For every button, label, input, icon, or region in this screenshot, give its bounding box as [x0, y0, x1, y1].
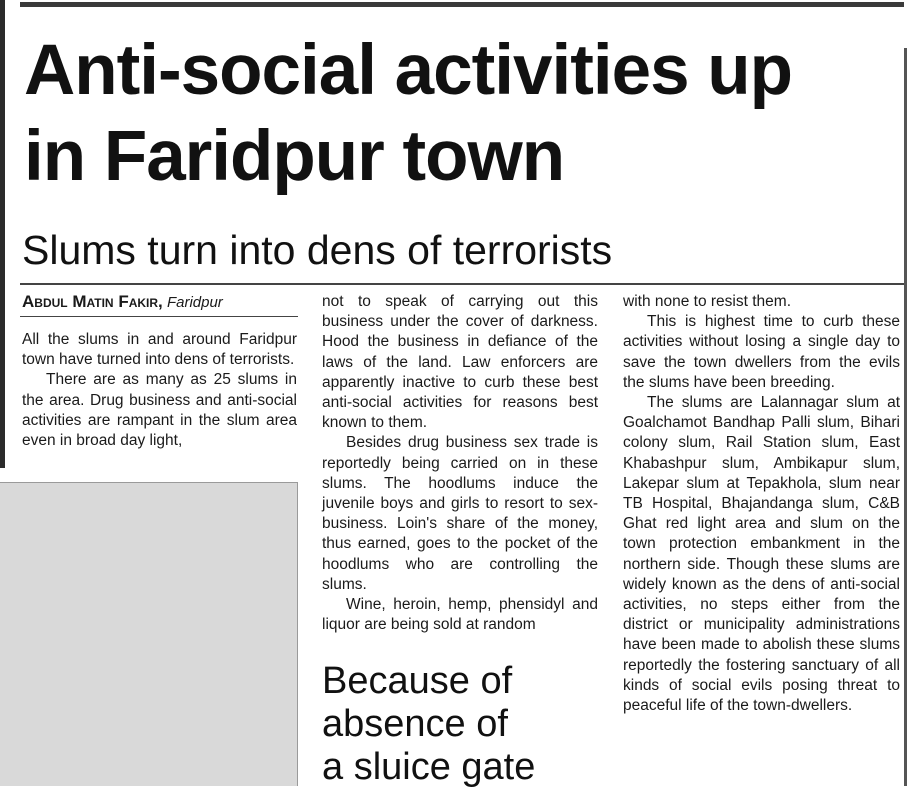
paragraph: not to speak of carrying out this business under the cover of darkness. Hood the business in defiance of the laws of the land. Law enforcers are apparently inactive to curb these best anti-social activities for reasons best known to them.	[322, 293, 598, 432]
column-2	[322, 292, 598, 635]
headline	[24, 28, 904, 200]
paragraph: This is highest time to curb these activities without losing a single day to save the town dwellers from the evils the slums have been breeding.	[623, 313, 900, 391]
pull-quote-line-1: Because of	[322, 660, 513, 702]
paragraph: with none to resist them.	[623, 293, 791, 310]
paragraph: Besides drug business sex trade is reportedly being carried on in these slums. The hoodlums induce the juvenile boys and girls to resort to sex-business. Loin's share of the money, thus earned, goes to the pocket of the hoodlums who are controlling the slums.	[322, 434, 598, 593]
top-rule	[20, 2, 904, 7]
subheadline: Slums turn into dens of terrorists	[22, 227, 613, 273]
paragraph: There are as many as 25 slums in the area. Drug business and anti-social activities are rampant in the slum area even in broad day light,	[22, 371, 297, 450]
paragraph: All the slums in and around Faridpur town have turned into dens of terrorists.	[22, 331, 297, 369]
column-1	[22, 330, 297, 451]
paragraph: Wine, heroin, hemp, phensidyl and liquor are being sold at random	[322, 596, 598, 634]
pull-quote-headline	[322, 660, 598, 789]
byline	[22, 292, 297, 313]
right-border-rule	[904, 48, 907, 786]
pull-quote-line-2: absence of	[322, 703, 508, 745]
byline-rule	[20, 316, 298, 317]
paragraph: The slums are Lalannagar slum at Goalchamot Bandhap Palli slum, Bihari colony slum, Rail Station slum, East Khabashpur slum, Ambikapur slum, Lakepar slum at Tepakhola, slum near TB Hospital, Bhajandanga slum, C&B Ghat red light area and slum on the town protection embankment in the northern side. Though these slums are widely known as the dens of anti-social activities, no steps either from the district or municipality administrations have been made to abolish these slums reportedly the fostering sanctuary of all kinds of social evils posing threat to peaceful life of the town-dwellers.	[623, 394, 900, 715]
subheadline-rule	[20, 283, 904, 285]
headline-line-2: in Faridpur town	[24, 117, 565, 196]
byline-location: Faridpur	[166, 294, 223, 311]
byline-author: Abdul Matin Fakir,	[22, 292, 163, 311]
headline-line-1: Anti-social activities up	[24, 31, 793, 110]
column-3	[623, 292, 900, 716]
left-border-rule	[0, 0, 5, 468]
pull-quote-line-3: a sluice gate	[322, 746, 536, 788]
photo-placeholder	[0, 482, 298, 786]
